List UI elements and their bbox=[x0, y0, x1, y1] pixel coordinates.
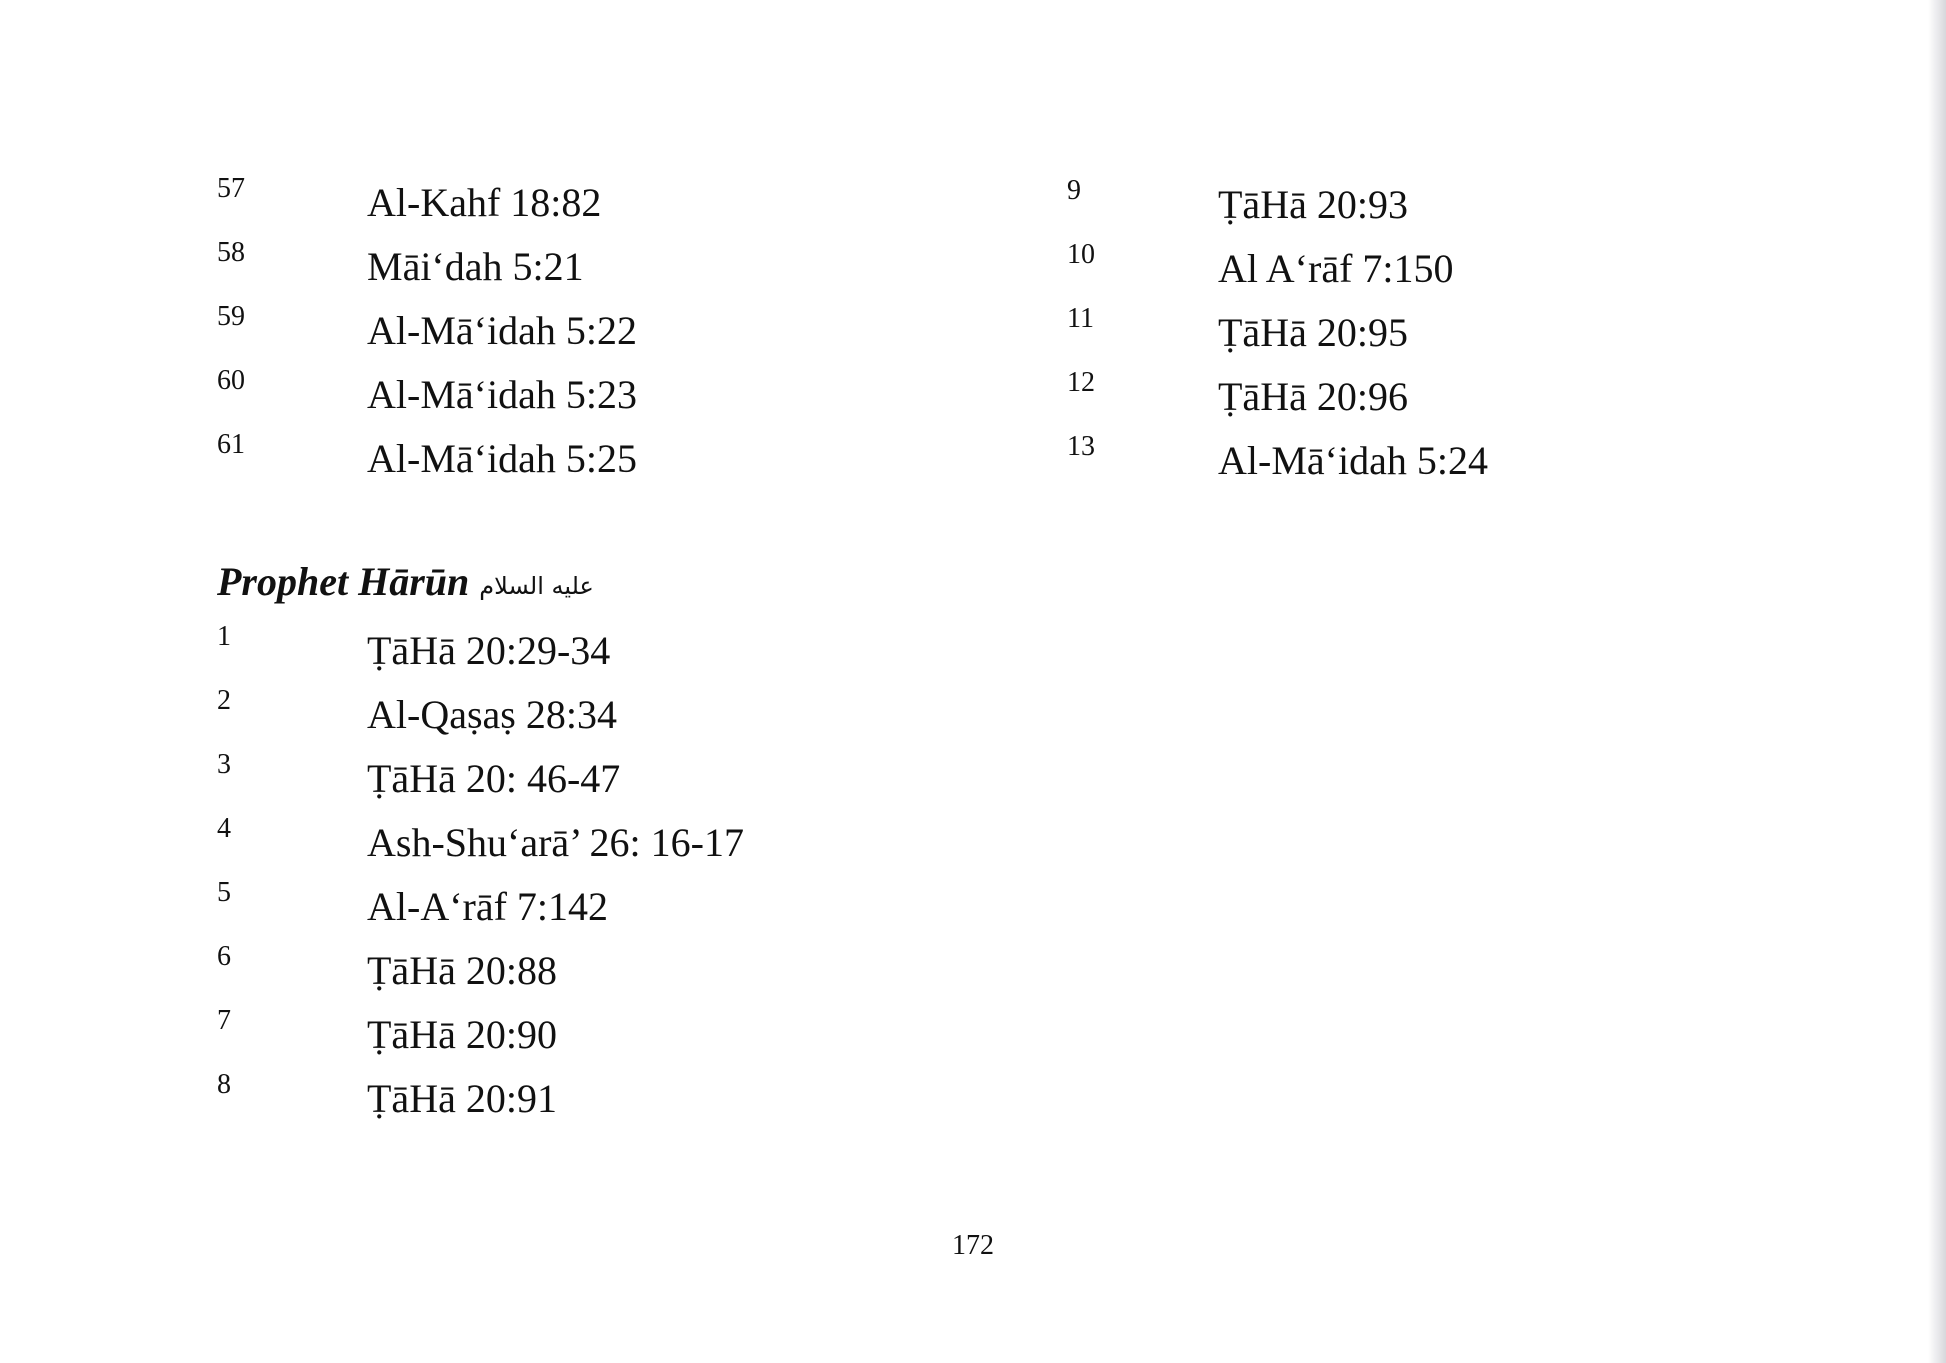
verse-reference: Al-Mā‘idah 5:25 bbox=[367, 436, 637, 481]
note-number: 1 bbox=[217, 621, 231, 652]
section-heading bbox=[217, 558, 594, 610]
verse-reference: ṬāHā 20:91 bbox=[367, 1076, 557, 1121]
note-number: 60 bbox=[217, 365, 245, 396]
note-number: 59 bbox=[217, 301, 245, 332]
verse-reference: ṬāHā 20: 46-47 bbox=[367, 756, 621, 801]
verse-reference: Al-Mā‘idah 5:24 bbox=[1218, 438, 1488, 483]
verse-reference: Al-A‘rāf 7:142 bbox=[367, 884, 609, 929]
verse-reference: Al A‘rāf 7:150 bbox=[1218, 246, 1454, 291]
note-number: 57 bbox=[217, 173, 245, 204]
verse-reference: ṬāHā 20:95 bbox=[1218, 310, 1408, 355]
verse-reference: Al-Mā‘idah 5:23 bbox=[367, 372, 637, 417]
verse-reference: Ash-Shu‘arā’ 26: 16-17 bbox=[367, 820, 744, 865]
verse-reference: ṬāHā 20:88 bbox=[367, 948, 557, 993]
note-number: 5 bbox=[217, 877, 231, 908]
page-edge-shadow bbox=[1928, 0, 1946, 1363]
note-number: 6 bbox=[217, 941, 231, 972]
note-number: 11 bbox=[1067, 303, 1094, 334]
note-number: 9 bbox=[1067, 175, 1081, 206]
honorific-glyph: عليه السلام bbox=[479, 571, 594, 600]
note-number: 8 bbox=[217, 1069, 231, 1100]
note-number: 2 bbox=[217, 685, 231, 716]
note-number: 61 bbox=[217, 429, 245, 460]
verse-reference: Māi‘dah 5:21 bbox=[367, 244, 584, 289]
verse-reference: ṬāHā 20:29-34 bbox=[367, 628, 611, 673]
verse-reference: Al-Qaṣaṣ 28:34 bbox=[367, 692, 617, 737]
verse-reference: ṬāHā 20:93 bbox=[1218, 182, 1408, 227]
note-number: 12 bbox=[1067, 367, 1095, 398]
note-number: 3 bbox=[217, 749, 231, 780]
note-number: 13 bbox=[1067, 431, 1095, 462]
note-number: 58 bbox=[217, 237, 245, 268]
verse-reference: ṬāHā 20:96 bbox=[1218, 374, 1408, 419]
note-number: 10 bbox=[1067, 239, 1095, 270]
note-number: 7 bbox=[217, 1005, 231, 1036]
note-number: 4 bbox=[217, 813, 231, 844]
verse-reference: Al-Kahf 18:82 bbox=[367, 180, 602, 225]
verse-reference: ṬāHā 20:90 bbox=[367, 1012, 557, 1057]
page-number: 172 bbox=[952, 1230, 994, 1261]
section-title: Prophet Hārūn bbox=[217, 559, 470, 604]
verse-reference: Al-Mā‘idah 5:22 bbox=[367, 308, 637, 353]
